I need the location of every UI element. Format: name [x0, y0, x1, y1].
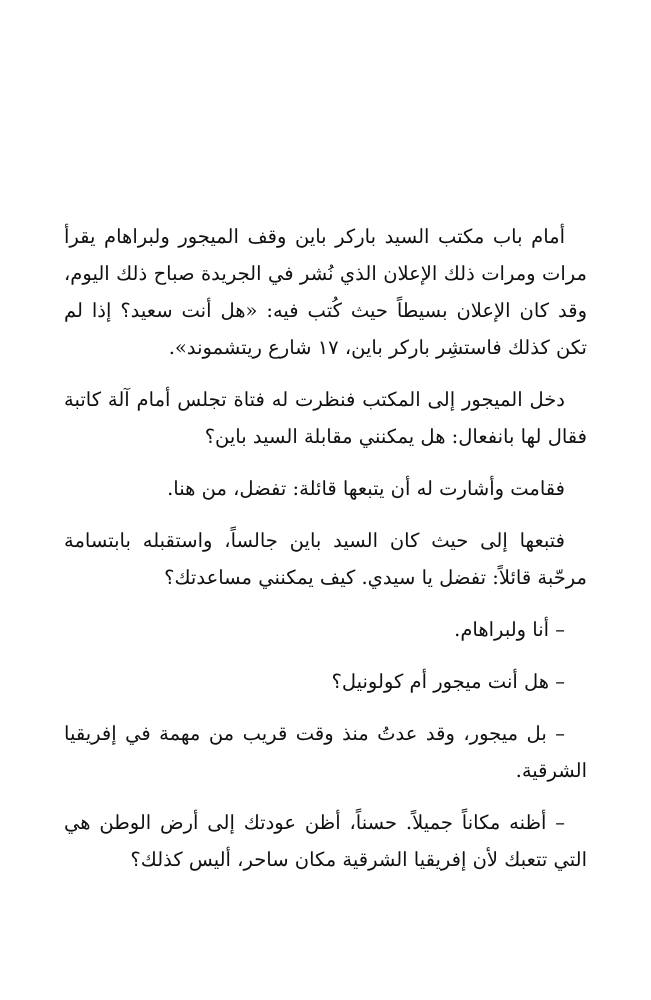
- dialogue-line-homecoming: – أظنه مكاناً جميلاً. حسناً، أظن عودتك إلى أرض الوطن هي التي تتعبك لأن إفريقيا الشرقية مكان ساحر، أليس كذلك؟: [64, 811, 587, 871]
- dialogue-line-east-africa: – بل ميجور، وقد عدتُ منذ وقت قريب من مهمة في إفريقيا الشرقية.: [64, 722, 587, 782]
- paragraph-advertisement: أمام باب مكتب السيد باركر باين وقف الميجور ولبراهام يقرأ مرات ومرات ذلك الإعلان الذي نُشر في الجريدة صباح ذلك اليوم، وقد كان الإعلان بسيطاً حيث كُتب فيه: «هل أنت سعيد؟ إذا لم تكن كذلك فاستشِر باركر باين، ١٧ شارع ريتشموند».: [64, 225, 587, 359]
- dialogue-line-rank-question: – هل أنت ميجور أم كولونيل؟: [331, 670, 565, 693]
- paragraph-mr-payne-greeting: فتبعها إلى حيث كان السيد باين جالساً، واستقبله بابتسامة مرحّبة قائلاً: تفضل يا سيدي. كيف يمكنني مساعدتك؟: [64, 529, 587, 589]
- paragraph-entering-office: دخل الميجور إلى المكتب فنظرت له فتاة تجلس أمام آلة كاتبة فقال لها بانفعال: هل يمكنني مقابلة السيد باين؟: [64, 388, 587, 448]
- dialogue-line-name: – أنا ولبراهام.: [454, 618, 565, 641]
- book-page-text: [64, 218, 587, 893]
- paragraph-secretary-reply: فقامت وأشارت له أن يتبعها قائلة: تفضل، من هنا.: [167, 477, 565, 500]
